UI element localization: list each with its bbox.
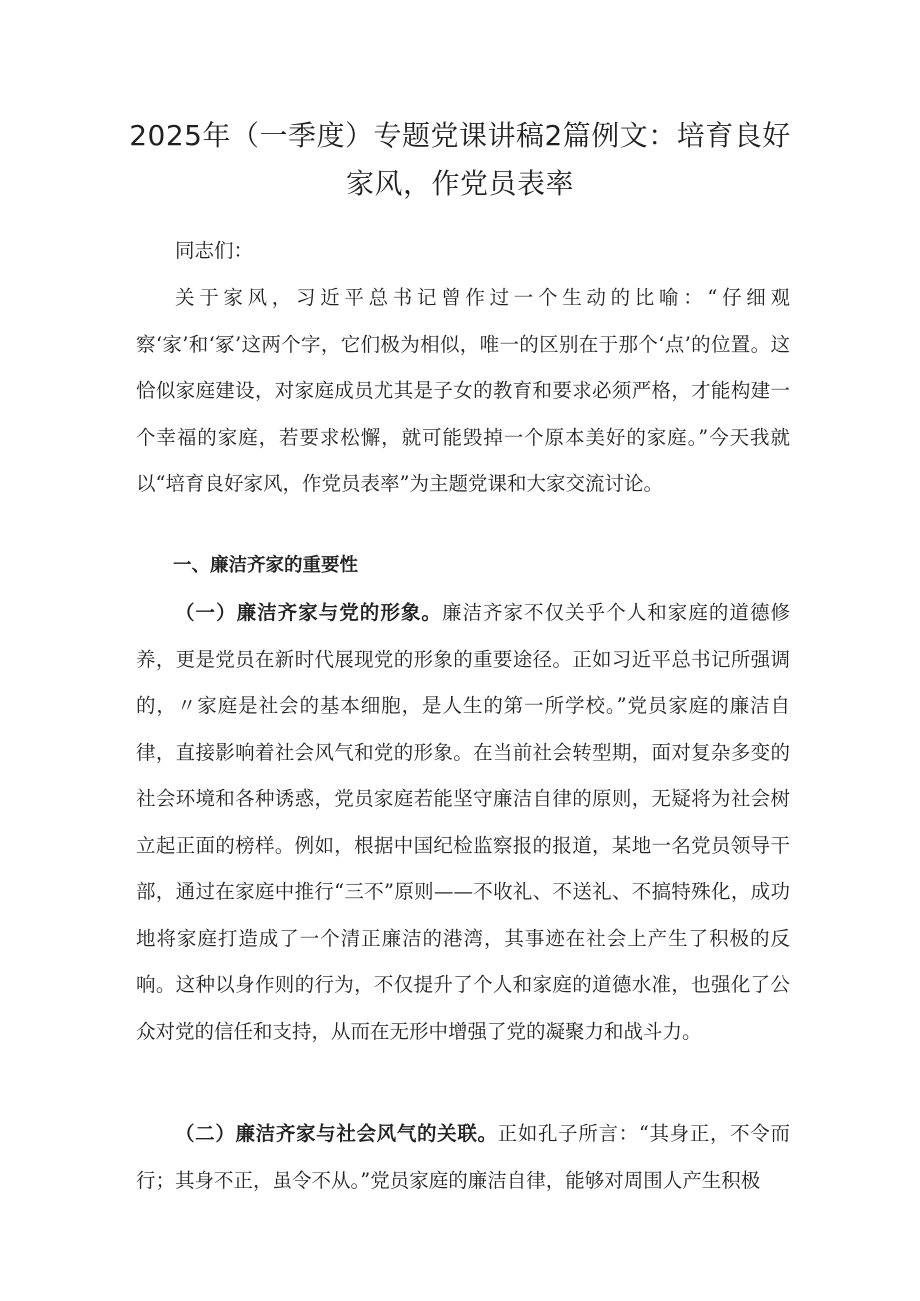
subsection-2-heading: （二）廉洁齐家与社会风气的关联。 bbox=[175, 1122, 498, 1145]
subsection-2-text: 正如孔子所言：“其身正，不令而行；其身不正，虽令不从。”党员家庭的廉洁自律，能够对周围人产生积极 bbox=[136, 1122, 790, 1192]
document-title: 2025年（一季度）专题党课讲稿2篇例文：培育良好家风，作党员表率 bbox=[129, 119, 791, 200]
intro-paragraph: 关于家风，习近平总书记曾作过一个生动的比喻：“仔细观察‘家’和‘冢’这两个字，它们极为相似，唯一的区别在于那个‘点’的位置。这恰似家庭建设，对家庭成员尤其是子女的教育和要求必须严格，才能构建一个幸福的家庭，若要求松懈，就可能毁掉一个原本美好的家庭。”今天我就以“培育良好家风，作党员表率”为主题党课和大家交流讨论。 bbox=[136, 286, 790, 495]
subsection-1-heading: （一）廉洁齐家与党的形象。 bbox=[175, 601, 442, 624]
greeting: 同志们： bbox=[175, 239, 254, 262]
section-heading: 一、廉洁齐家的重要性 bbox=[173, 555, 359, 576]
subsection-1-text: 廉洁齐家不仅关乎个人和家庭的道德修养，更是党员在新时代展现党的形象的重要途径。正如习近平总书记所强调的，〃家庭是社会的基本细胞，是人生的第一所学校。”党员家庭的廉洁自律，直接影响着社会风气和党的形象。在当前社会转型期，面对复杂多变的社会环境和各种诱惑，党员家庭若能坚守廉洁自律的原则，无疑将为社会树立起正面的榜样。例如，根据中国纪检监察报的报道，某地一名党员领导干部，通过在家庭中推行“三不”原则——不收礼、不送礼、不搞特殊化，成功地将家庭打造成了一个清正廉洁的港湾，其事迹在社会上产生了积极的反响。这种以身作则的行为，不仅提升了个人和家庭的道德水准，也强化了公众对党的信任和支持，从而在无形中增强了党的凝聚力和战斗力。 bbox=[136, 601, 790, 1043]
subsection-1-paragraph bbox=[136, 590, 790, 1055]
subsection-2-paragraph bbox=[136, 1111, 790, 1204]
